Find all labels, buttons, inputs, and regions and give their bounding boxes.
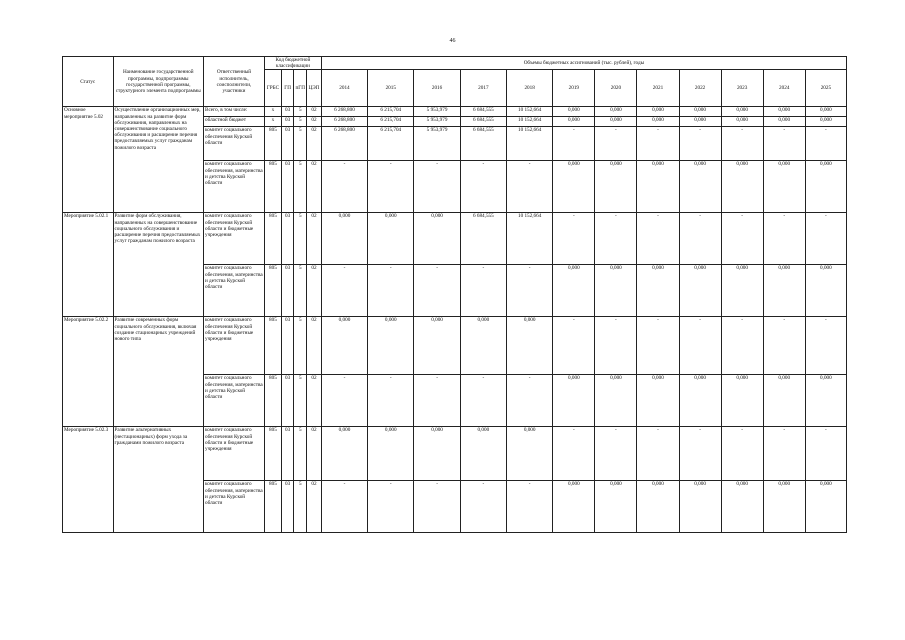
row-value: 0,000 [595, 117, 637, 127]
row-value: - [460, 481, 506, 533]
row-value: 0,000 [805, 481, 846, 533]
row-code-cep: 02 [307, 127, 322, 161]
row-value: - [321, 375, 367, 427]
row-code-cep: 02 [307, 213, 322, 265]
row-value: - [679, 213, 721, 265]
row-value: - [460, 161, 506, 213]
row-code-pgp: 5 [294, 213, 307, 265]
row-value: - [595, 317, 637, 375]
row-value: - [553, 127, 595, 161]
row-code-grbs: х [265, 107, 282, 117]
row-code-grbs: 805 [265, 127, 282, 161]
row-code-pgp: 5 [294, 375, 307, 427]
row-responsible: комитет социального обеспечения Курской области [203, 127, 264, 161]
row-name: Развитие альтернативных (нестационарных) форм ухода за гражданами пожилого возраста [113, 427, 203, 533]
row-code-grbs: 805 [265, 161, 282, 213]
row-value: 10 152,664 [507, 127, 553, 161]
row-value: 0,000 [595, 161, 637, 213]
row-value: 6 215,704 [368, 127, 414, 161]
header-gp: ГП [281, 70, 294, 107]
row-value: 0,000 [553, 481, 595, 533]
row-code-gp: 03 [281, 375, 294, 427]
header-grbs: ГРБС [265, 70, 282, 107]
row-value: 0,000 [763, 265, 805, 317]
row-responsible: комитет социального обеспечения, материнства и детства Курской области [203, 161, 264, 213]
row-value: 0,000 [595, 265, 637, 317]
row-value: - [553, 317, 595, 375]
row-value: 0,000 [721, 161, 763, 213]
row-value: 0,000 [637, 481, 679, 533]
row-value: 0,000 [507, 427, 553, 481]
row-value: 0,000 [368, 427, 414, 481]
row-value: - [805, 427, 846, 481]
row-value: - [595, 427, 637, 481]
row-value: - [507, 161, 553, 213]
row-value: - [721, 127, 763, 161]
row-value: - [763, 317, 805, 375]
budget-table [62, 56, 847, 533]
row-status: Мероприятие 5.02.2 [63, 317, 114, 427]
row-value: - [763, 127, 805, 161]
row-value: 0,000 [721, 265, 763, 317]
row-value: 0,000 [679, 265, 721, 317]
row-code-grbs: 805 [265, 265, 282, 317]
page-number: 46 [449, 38, 456, 44]
row-value: 0,000 [763, 161, 805, 213]
row-value: - [679, 427, 721, 481]
row-value: 0,000 [414, 427, 460, 481]
row-value: - [507, 265, 553, 317]
row-responsible: Всего, в том числе: [203, 107, 264, 117]
header-year: 2022 [679, 70, 721, 107]
row-code-pgp: 5 [294, 427, 307, 481]
row-status: Мероприятие 5.02.3 [63, 427, 114, 533]
row-code-cep: 02 [307, 427, 322, 481]
row-value: 0,000 [637, 161, 679, 213]
row-value: - [637, 317, 679, 375]
row-value: - [805, 317, 846, 375]
header-pgp: пГП [294, 70, 307, 107]
row-value: 0,000 [414, 317, 460, 375]
row-value: - [507, 481, 553, 533]
row-value: 6 268,800 [321, 117, 367, 127]
row-value: 0,000 [321, 317, 367, 375]
row-value: 5 953,979 [414, 107, 460, 117]
row-code-cep: 02 [307, 375, 322, 427]
row-code-gp: 03 [281, 107, 294, 117]
row-status: Мероприятие 5.02.1 [63, 213, 114, 317]
row-value: 6 684,555 [460, 213, 506, 265]
row-code-pgp: 5 [294, 107, 307, 117]
row-value: 0,000 [460, 317, 506, 375]
row-value: 5 953,979 [414, 117, 460, 127]
row-value: 0,000 [721, 481, 763, 533]
row-status: Основное мероприятие 5.02 [63, 107, 114, 213]
row-value: - [805, 213, 846, 265]
row-code-grbs: 805 [265, 213, 282, 265]
row-responsible: комитет социального обеспечения Курской области и бюджетные учреждения [203, 427, 264, 481]
row-value: - [721, 427, 763, 481]
row-value: 0,000 [553, 107, 595, 117]
header-year: 2019 [553, 70, 595, 107]
row-value: 6 684,555 [460, 117, 506, 127]
row-code-pgp: 5 [294, 317, 307, 375]
row-value: - [637, 213, 679, 265]
row-code-gp: 03 [281, 481, 294, 533]
row-code-gp: 03 [281, 213, 294, 265]
row-value: 0,000 [805, 375, 846, 427]
row-value: 0,000 [595, 107, 637, 117]
row-value: 0,000 [553, 375, 595, 427]
row-code-cep: 02 [307, 107, 322, 117]
row-value: 0,000 [805, 107, 846, 117]
table-row [63, 427, 847, 481]
row-code-pgp: 5 [294, 127, 307, 161]
header-cep: ЦЭП [307, 70, 322, 107]
row-value: - [679, 317, 721, 375]
row-value: 0,000 [595, 375, 637, 427]
header-budget-code: Код бюджетной классификации [265, 57, 322, 70]
row-value: 6 268,800 [321, 127, 367, 161]
row-responsible: комитет социального обеспечения Курской области и бюджетные учреждения [203, 213, 264, 265]
table-body [63, 107, 847, 533]
row-value: - [637, 127, 679, 161]
row-code-grbs: 805 [265, 317, 282, 375]
header-year: 2014 [321, 70, 367, 107]
row-value: 0,000 [368, 317, 414, 375]
row-value: 0,000 [368, 213, 414, 265]
header-year: 2020 [595, 70, 637, 107]
row-code-cep: 02 [307, 161, 322, 213]
row-value: - [595, 213, 637, 265]
row-value: 6 215,704 [368, 107, 414, 117]
row-responsible: комитет социального обеспечения Курской области и бюджетные учреждения [203, 317, 264, 375]
row-code-pgp: 5 [294, 117, 307, 127]
row-value: - [763, 213, 805, 265]
row-code-grbs: х [265, 117, 282, 127]
row-value: - [507, 375, 553, 427]
row-responsible: комитет социального обеспечения, материнства и детства Курской области [203, 481, 264, 533]
row-value: 0,000 [637, 375, 679, 427]
row-value: - [368, 481, 414, 533]
row-code-grbs: 805 [265, 427, 282, 481]
row-name: Развитие современных форм социального обслуживания, включая создание стационарных учреждений нового типа [113, 317, 203, 427]
header-volumes: Объемы бюджетных ассигнований (тыс. рублей), годы [321, 57, 846, 70]
row-value: 6 684,555 [460, 107, 506, 117]
row-value: - [414, 375, 460, 427]
row-value: 10 152,664 [507, 107, 553, 117]
row-value: 0,000 [721, 375, 763, 427]
row-value: 0,000 [763, 375, 805, 427]
row-value: 0,000 [637, 117, 679, 127]
row-code-cep: 02 [307, 317, 322, 375]
row-value: - [414, 481, 460, 533]
row-value: 0,000 [721, 117, 763, 127]
row-code-grbs: 805 [265, 481, 282, 533]
row-value: - [414, 265, 460, 317]
header-status: Статус [63, 57, 114, 107]
row-value: 0,000 [553, 265, 595, 317]
row-name: Развитие форм обслуживания, направленных на совершенствование социального обслуживания и расширение перечня предоставляемых услуг гражданам пожилого возраста [113, 213, 203, 317]
row-value: 0,000 [763, 107, 805, 117]
row-value: 0,000 [414, 213, 460, 265]
row-value: - [553, 427, 595, 481]
row-value: - [553, 213, 595, 265]
row-code-cep: 02 [307, 265, 322, 317]
row-value: - [763, 427, 805, 481]
row-code-gp: 03 [281, 127, 294, 161]
row-value: 5 953,979 [414, 127, 460, 161]
row-code-gp: 03 [281, 317, 294, 375]
row-value: 0,000 [805, 161, 846, 213]
row-name: Осуществление организационных мер, направленных на развитие форм обслуживания, направленных на совершенствование социального обслуживания и расширение перечня предоставляемых услуг гражданам пожилого возраста [113, 107, 203, 213]
row-code-cep: 02 [307, 117, 322, 127]
row-code-gp: 03 [281, 265, 294, 317]
row-code-cep: 02 [307, 481, 322, 533]
row-value: 0,000 [679, 107, 721, 117]
row-code-pgp: 5 [294, 481, 307, 533]
row-value: 0,000 [721, 107, 763, 117]
row-value: 0,000 [321, 213, 367, 265]
row-value: 0,000 [507, 317, 553, 375]
row-value: - [368, 375, 414, 427]
table-row [63, 317, 847, 375]
row-value: 0,000 [460, 427, 506, 481]
header-year: 2015 [368, 70, 414, 107]
row-value: - [321, 481, 367, 533]
row-code-pgp: 5 [294, 161, 307, 213]
header-name: Наименование государственной программы, подпрограммы государственной программы, структурного элемента подпрограммы [113, 57, 203, 107]
row-value: - [321, 265, 367, 317]
row-code-gp: 03 [281, 427, 294, 481]
row-value: - [805, 127, 846, 161]
row-value: - [460, 265, 506, 317]
row-code-grbs: 805 [265, 375, 282, 427]
row-value: 0,000 [763, 117, 805, 127]
header-responsible: Ответственный исполнитель, соисполнители, участники [203, 57, 264, 107]
header-year: 2021 [637, 70, 679, 107]
table-row [63, 107, 847, 117]
header-year: 2016 [414, 70, 460, 107]
row-responsible: комитет социального обеспечения, материнства и детства Курской области [203, 375, 264, 427]
row-value: 0,000 [763, 481, 805, 533]
row-value: 0,000 [679, 161, 721, 213]
row-value: - [368, 265, 414, 317]
row-value: 6 215,704 [368, 117, 414, 127]
row-value: - [721, 317, 763, 375]
row-responsible: комитет социального обеспечения, материнства и детства Курской области [203, 265, 264, 317]
row-value: 0,000 [553, 161, 595, 213]
row-value: - [321, 161, 367, 213]
row-value: 0,000 [679, 117, 721, 127]
row-value: 6 268,800 [321, 107, 367, 117]
header-year: 2017 [460, 70, 506, 107]
row-code-gp: 03 [281, 117, 294, 127]
header-year: 2018 [507, 70, 553, 107]
row-value: - [721, 213, 763, 265]
row-value: 10 152,664 [507, 213, 553, 265]
row-value: 0,000 [553, 117, 595, 127]
row-code-pgp: 5 [294, 265, 307, 317]
row-value: 0,000 [637, 265, 679, 317]
row-value: 0,000 [321, 427, 367, 481]
row-value: 0,000 [679, 375, 721, 427]
row-value: 0,000 [637, 107, 679, 117]
row-value: - [460, 375, 506, 427]
row-value: - [679, 127, 721, 161]
row-responsible: областной бюджет [203, 117, 264, 127]
header-year: 2023 [721, 70, 763, 107]
header-year: 2024 [763, 70, 805, 107]
row-value: 0,000 [679, 481, 721, 533]
table-row [63, 213, 847, 265]
header-year: 2025 [805, 70, 846, 107]
row-value: 0,000 [805, 117, 846, 127]
row-value: 10 152,664 [507, 117, 553, 127]
row-value: - [368, 161, 414, 213]
row-value: - [414, 161, 460, 213]
row-value: - [595, 127, 637, 161]
row-code-gp: 03 [281, 161, 294, 213]
row-value: 6 684,555 [460, 127, 506, 161]
row-value: 0,000 [805, 265, 846, 317]
row-value: - [637, 427, 679, 481]
row-value: 0,000 [595, 481, 637, 533]
